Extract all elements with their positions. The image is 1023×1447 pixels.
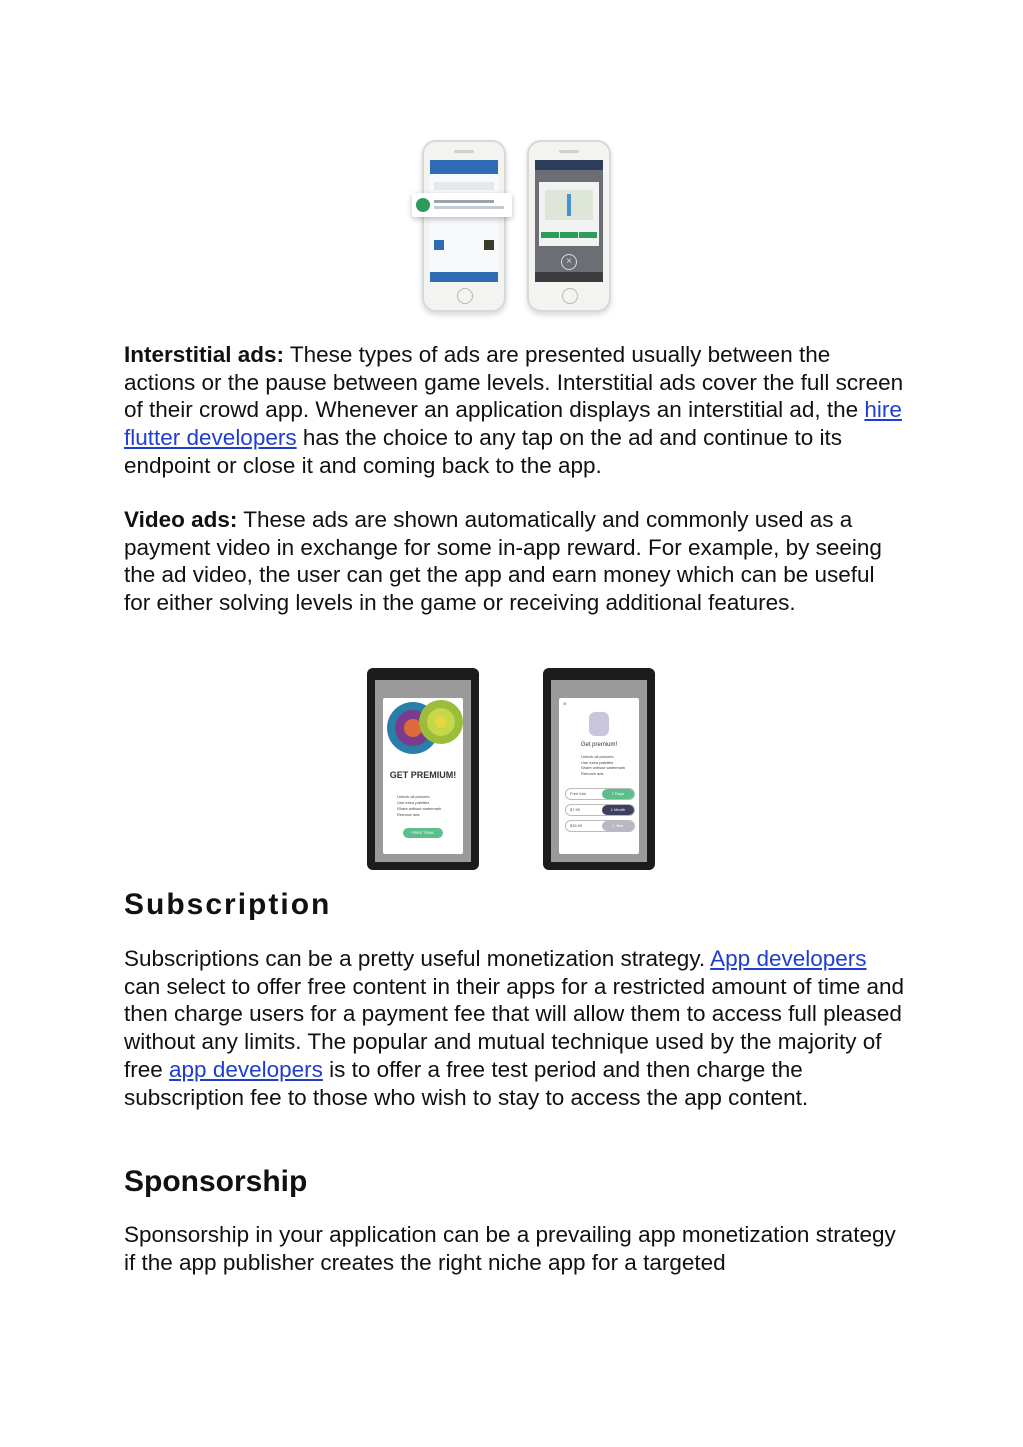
android-phone-right <box>543 668 655 870</box>
plan-option <box>565 820 635 832</box>
free-trial-button: FREE TRIAL <box>403 828 443 838</box>
get-premium-title: Get premium! <box>580 742 618 748</box>
ad-action <box>560 232 578 238</box>
plan-price: $35.99 <box>570 823 583 828</box>
feature-item: Unlock all pictures <box>397 794 430 799</box>
plan-option <box>565 804 635 816</box>
home-button <box>457 288 473 304</box>
plan-option <box>565 788 635 800</box>
android-screen <box>375 680 471 862</box>
feature-item: Remove ads <box>397 812 420 817</box>
plan-duration: 7 Days <box>602 789 634 799</box>
premium-features-list <box>581 754 625 776</box>
feature-item: Share without watermark <box>397 806 442 811</box>
premium-card <box>383 698 463 854</box>
iphone-left <box>422 140 506 312</box>
video-ads-paragraph <box>124 506 904 617</box>
speaker-grille <box>559 150 579 153</box>
premium-features-list <box>397 794 441 818</box>
ad-card <box>539 182 599 246</box>
map-route <box>567 194 571 216</box>
plan-duration: 1 Month <box>602 805 634 815</box>
interstitial-label: Interstitial ads: <box>124 342 285 367</box>
hire-flutter-developers-link[interactable]: hire flutter developers <box>124 397 902 451</box>
plan-duration: 1 Year <box>602 821 634 831</box>
list-row <box>434 182 494 190</box>
interstitial-text: has the choice to any tap on the ad and continue to its endpoint or close it and coming back to the app. <box>124 425 842 478</box>
map-thumbnail <box>545 190 593 220</box>
video-ads-text: These ads are shown automatically and commonly used as a payment video in exchange for some in-app reward. For example, by seeing the ad video, the user can get the app and earn money which can be useful for either solving levels in the game or receiving additional features. <box>124 507 882 616</box>
interstitial-popout-card <box>412 193 512 217</box>
text-line <box>434 200 494 203</box>
video-ads-label: Video ads: <box>124 507 238 532</box>
close-icon: × <box>563 702 567 708</box>
android-phone-left <box>367 668 479 870</box>
feature-item: Remove ads <box>581 770 604 776</box>
feature-item: Unlock all pictures <box>581 754 614 759</box>
app-header-bar <box>430 160 498 174</box>
subscription-heading: Subscription <box>124 888 332 921</box>
ad-action <box>579 232 597 238</box>
plan-price: Free trial <box>570 791 586 796</box>
app-icon <box>416 198 430 212</box>
list-thumb <box>434 240 444 250</box>
interstitial-paragraph <box>124 341 904 480</box>
subscription-text: Subscriptions can be a pretty useful monetization strategy. <box>124 946 711 971</box>
get-premium-title: GET PREMIUM! <box>389 770 457 780</box>
feature-item: Use extra palettes <box>581 759 614 765</box>
app-tab-bar <box>430 272 498 282</box>
text-line <box>434 206 504 209</box>
iphone-screen <box>430 160 498 282</box>
android-screen <box>551 680 647 862</box>
iphone-screen <box>535 160 603 282</box>
premium-card <box>559 698 639 854</box>
app-developers-link[interactable]: App developers <box>710 946 867 971</box>
sponsorship-paragraph: Sponsorship in your application can be a prevailing app monetization strategy if the app publisher creates the right niche app for a targeted <box>124 1222 896 1275</box>
feature-item: Share without watermark <box>581 765 626 770</box>
iphone-right <box>527 140 611 312</box>
robot-mascot-icon <box>589 712 609 736</box>
subscription-text: can select to offer free content in their apps for a restricted amount of time and then charge users for a payment fee that will allow them to access full pleased without any limits. The popular and mutual technique used by the majority of free <box>124 973 905 1082</box>
interstitial-text: These types of ads are presented usually between the actions or the pause between game levels. Interstitial ads cover the full screen of their crowd app. Whenever an application displays an interstitial ad, the <box>124 342 904 423</box>
list-badge <box>484 240 494 250</box>
app-header-bar <box>535 160 603 170</box>
subscription-text: is to offer a free test period and then charge the subscription fee to those who wish to stay to access the app content. <box>124 1056 809 1110</box>
subscription-paragraph <box>124 945 904 1111</box>
feature-item: Use extra palettes <box>397 800 430 805</box>
home-button <box>562 288 578 304</box>
app-developers-link-2[interactable]: app developers <box>169 1056 323 1082</box>
mandala-illustration <box>383 698 463 764</box>
ad-action <box>541 232 559 238</box>
sponsorship-heading: Sponsorship <box>124 1165 308 1198</box>
plan-price: $7.99 <box>570 807 581 812</box>
app-tab-bar <box>535 272 603 282</box>
speaker-grille <box>454 150 474 153</box>
close-icon: × <box>561 254 577 270</box>
